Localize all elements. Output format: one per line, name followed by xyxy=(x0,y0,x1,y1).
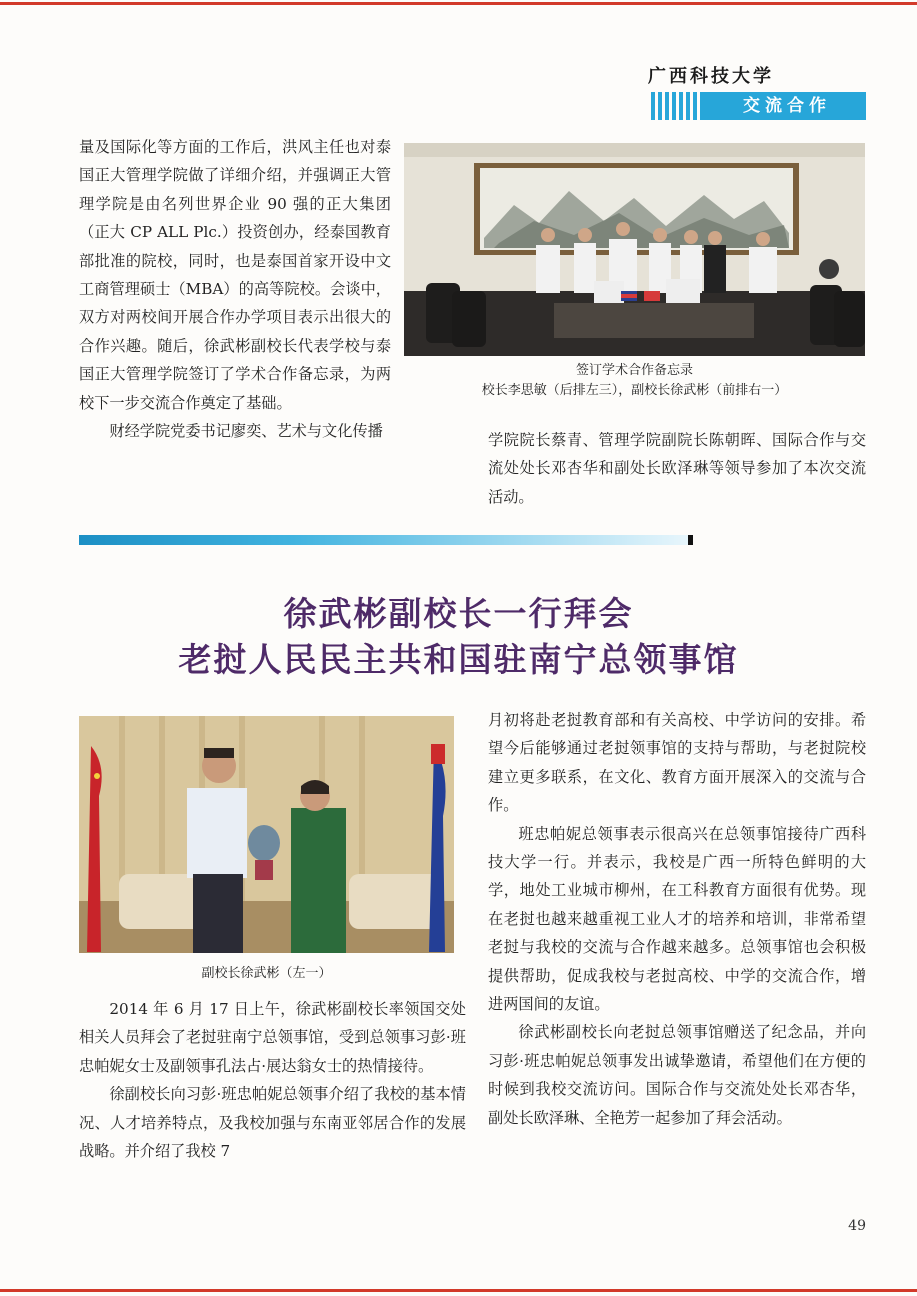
top-rule xyxy=(0,2,917,5)
article-right-paragraph-3: 徐武彬副校长向老挝总领事馆赠送了纪念品，并向习彭·班忠帕妮总领事发出诚挚邀请，希望他们在方便的时候到我校交流访问。国际合作与交流处处长邓杏华，副处长欧泽琳、全艳芳一起参加了拜会活动。 xyxy=(488,1023,866,1127)
caption-line-2: 校长李思敏（后排左三），副校长徐武彬（前排右一） xyxy=(481,383,788,398)
article-right-column xyxy=(488,706,866,1132)
caption-line-1: 签订学术合作备忘录 xyxy=(575,363,693,378)
top-left-paragraph-1: 量及国际化等方面的工作后，洪风主任也对泰国正大管理学院做了详细介绍，并强调正大管理学院是由名列世界企业 90 强的正大集团（正大 CP ALL Plc.）投资创办，经泰国教育部批准的院校，同时，也是泰国首家开设中文工商管理硕士（MBA）的高等院校。会谈中，双方对两校间开展合作办学项目表示出很大的合作兴趣。随后，徐武彬副校长代表学校与泰国正大管理学院签订了学术合作备忘录，为两校下一步交流合作奠定了基础。 xyxy=(79,138,391,412)
signing-photo-caption xyxy=(404,361,865,401)
divider-end-mark xyxy=(688,535,693,545)
top-right-paragraph: 学院院长蔡青、管理学院副院长陈朝晖、国际合作与交流处处长邓杏华和副处长欧泽琳等领导参加了本次交流活动。 xyxy=(488,431,866,506)
article-right-paragraph-1: 月初将赴老挝教育部和有关高校、中学访问的安排。希望今后能够通过老挝领事馆的支持与帮助，与老挝院校建立更多联系，在文化、教育方面开展深入的交流与合作。 xyxy=(488,711,866,815)
top-right-column xyxy=(488,426,866,511)
masthead xyxy=(648,62,866,120)
consulate-visit-illustration xyxy=(79,716,454,953)
article-title-line-2: 老挝人民民主共和国驻南宁总领事馆 xyxy=(178,640,739,679)
article-left-paragraph-1: 2014 年 6 月 17 日上午，徐武彬副校长率领国交处相关人员拜会了老挝驻南宁总领事馆，受到总领事习彭·班忠帕妮女士及副领事孔法占·展达翁女士的热情接待。 xyxy=(79,1000,466,1075)
signing-ceremony-photo xyxy=(404,143,865,356)
top-left-paragraph-2: 财经学院党委书记廖奕、艺术与文化传播 xyxy=(109,422,383,441)
banner-stripes xyxy=(648,92,704,120)
signing-ceremony-illustration xyxy=(404,143,865,356)
section-banner xyxy=(648,92,866,120)
bottom-rule xyxy=(0,1289,917,1292)
article-left-paragraph-2: 徐副校长向习彭·班忠帕妮总领事介绍了我校的基本情况、人才培养特点，及我校加强与东南亚邻居合作的发展战略。并介绍了我校 7 xyxy=(79,1085,466,1161)
section-divider xyxy=(79,535,689,545)
section-label: 交流合作 xyxy=(743,96,831,116)
top-left-column xyxy=(79,133,391,445)
page-number: 49 xyxy=(848,1218,866,1234)
consulate-visit-photo xyxy=(79,716,454,953)
article-left-column xyxy=(79,995,466,1165)
article-right-paragraph-2: 班忠帕妮总领事表示很高兴在总领事馆接待广西科技大学一行。并表示，我校是广西一所特色鲜明的大学，地处工业城市柳州，在工科教育方面很有优势。现在老挝也越来越重视工业人才的培养和培训，非常希望老挝与我校的交流与合作越来越多。总领事馆也会积极提供帮助，促成我校与老挝高校、中学的交流合作，增进两国间的友谊。 xyxy=(488,824,866,1014)
article-title-line-1: 徐武彬副校长一行拜会 xyxy=(283,594,634,633)
school-name: 广西科技大学 xyxy=(648,66,774,87)
consulate-photo-caption: 副校长徐武彬（左一） xyxy=(201,966,332,981)
